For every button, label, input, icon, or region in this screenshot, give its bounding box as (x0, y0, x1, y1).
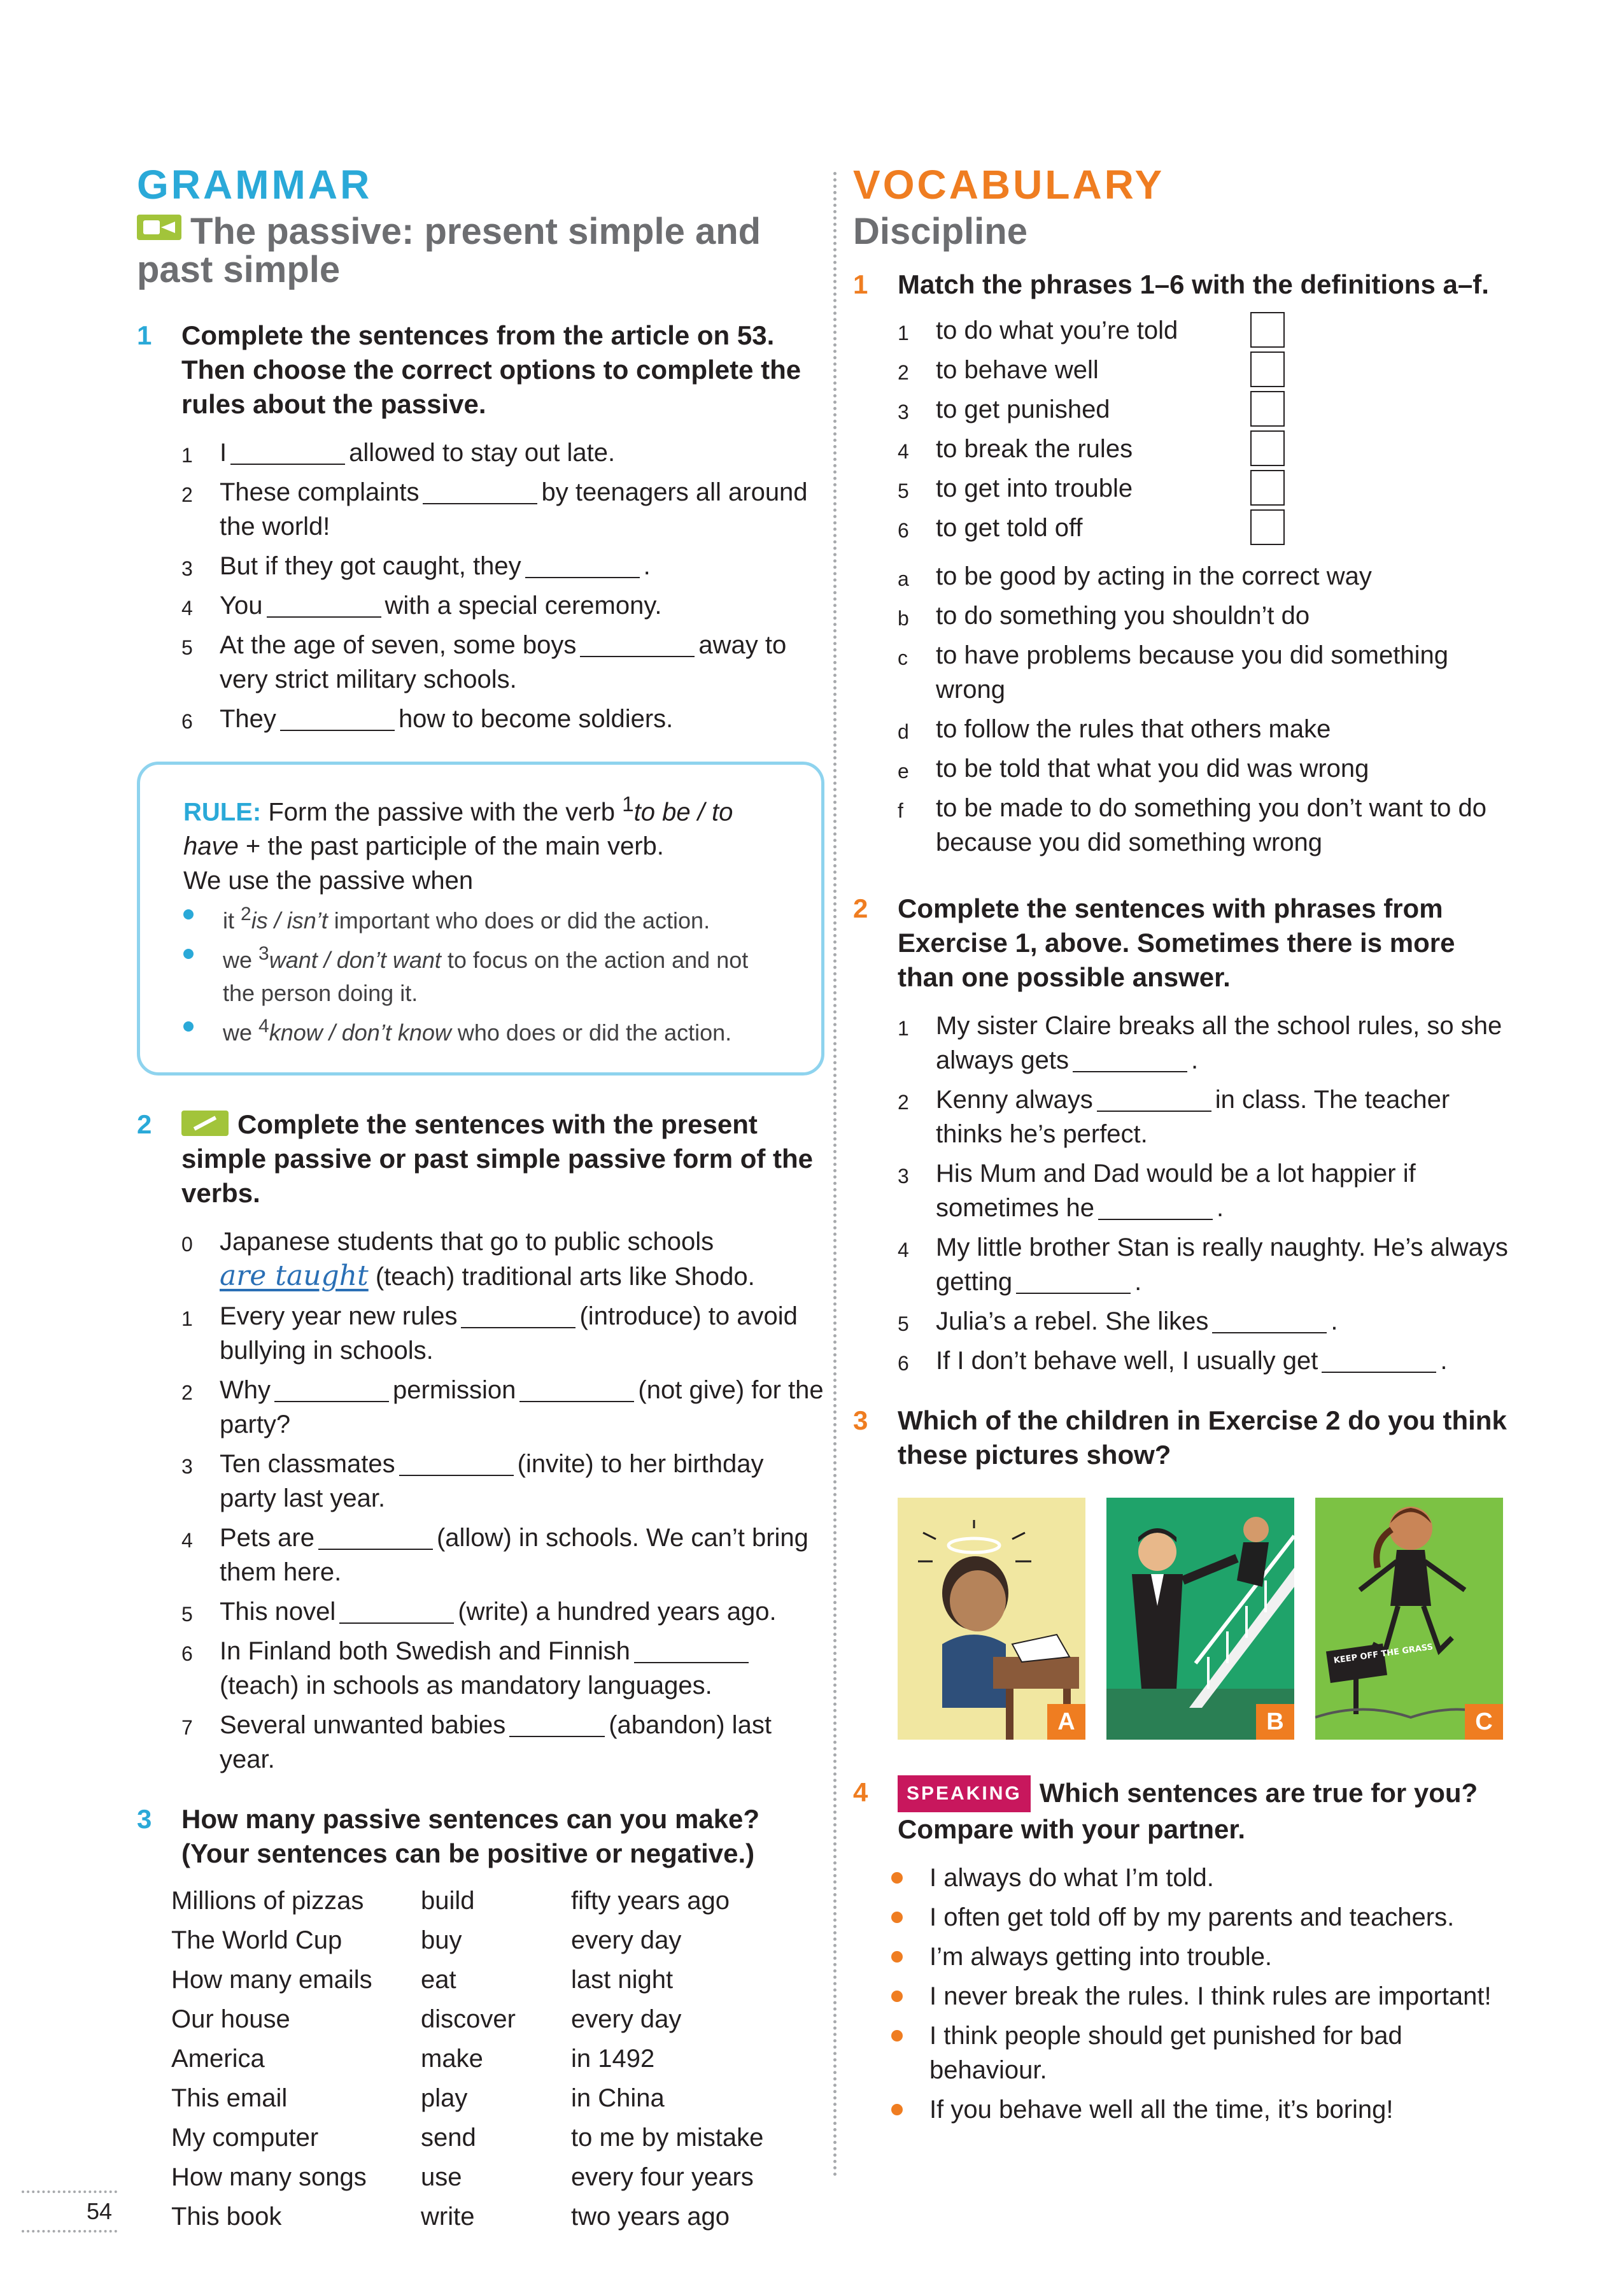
word-cell: two years ago (571, 2203, 730, 2231)
vocab-exercise-1 (853, 267, 1515, 860)
word-cell: in China (571, 2084, 665, 2113)
list-item: 1 My sister Claire breaks all the school rules, so she always gets . (898, 1012, 1502, 1074)
answer-blank[interactable] (318, 1524, 433, 1550)
column-divider (833, 172, 837, 2178)
definition-list (898, 559, 1515, 860)
answer-blank[interactable] (580, 632, 695, 657)
answer-blank[interactable] (280, 706, 395, 731)
list-item: 6 In Finland both Swedish and Finnish(teach) in schools as mandatory languages. (181, 1634, 824, 1703)
video-camera-icon (137, 215, 181, 240)
picture-a[interactable] (898, 1498, 1085, 1740)
list-item: 1 Every year new rules (introduce) to avoid bullying in schools. (181, 1302, 798, 1365)
vocabulary-column (853, 164, 1515, 2132)
exercise-number: 3 (853, 1405, 868, 1435)
word-cell: Our house (171, 2005, 290, 2034)
exercise-instruction: SPEAKING Which sentences are true for you? Compare with your partner. (898, 1775, 1515, 1847)
word-cell: make (421, 2045, 483, 2073)
pencil-icon (181, 1111, 229, 1136)
definition-item: f to be made to do something you don’t want to do because you did something wrong (898, 794, 1487, 856)
definition-item: e to be told that what you did was wrong (898, 755, 1369, 783)
exercise-items (181, 436, 824, 736)
list-item: 2 These complaints by teenagers all around the world! (181, 478, 808, 541)
list-item: I always do what I’m told. (891, 1861, 1515, 1895)
answer-blank[interactable] (1073, 1047, 1187, 1072)
word-cell: How many emails (171, 1966, 372, 1994)
list-item: I never break the rules. I think rules are important! (891, 1979, 1515, 2013)
word-cell: in 1492 (571, 2045, 655, 2073)
answer-box[interactable] (1250, 430, 1285, 466)
exercise-number: 2 (853, 893, 868, 923)
list-item: 4 You with a special ceremony. (181, 592, 662, 620)
word-table-row (171, 2157, 763, 2197)
phrase-item: 5 to get into trouble (898, 469, 1515, 508)
rule-bullet: we $^4$know / don’t know who does or did the action. (183, 1010, 783, 1049)
vocabulary-heading: VOCABULARY (853, 162, 1165, 208)
answer-blank[interactable] (1097, 1086, 1211, 1112)
list-item: I’m always getting into trouble. (891, 1940, 1515, 1974)
list-item: I think people should get punished for bad behaviour. (891, 2019, 1515, 2087)
list-item-example: 0 Japanese students that go to public schools are taught (teach) traditional arts like Shodo. (181, 1228, 755, 1293)
list-item: I often get told off by my parents and teachers. (891, 1900, 1515, 1935)
phrase-item: 2 to behave well (898, 350, 1515, 390)
word-cell: discover (421, 2005, 516, 2034)
answer-blank[interactable] (1322, 1347, 1436, 1373)
list-item: 6 If I don’t behave well, I usually get . (898, 1347, 1448, 1375)
rule-option[interactable]: know / don’t know (269, 1019, 451, 1046)
word-table-row (171, 2078, 763, 2118)
word-cell: send (421, 2124, 476, 2152)
word-table (171, 1881, 763, 2236)
vocabulary-subheading: Discipline (853, 211, 1027, 252)
word-cell: every day (571, 2005, 682, 2034)
list-item: 5 Julia’s a rebel. She likes . (898, 1307, 1338, 1335)
answer-blank[interactable] (267, 592, 381, 618)
word-cell: My computer (171, 2124, 319, 2152)
phrase-list (898, 311, 1515, 548)
answer-blank[interactable] (339, 1598, 454, 1624)
answer-blank[interactable] (274, 1377, 389, 1402)
picture-label-a: A (1047, 1704, 1085, 1740)
grammar-heading: GRAMMAR (137, 162, 372, 208)
speaking-list (891, 1861, 1515, 2127)
word-cell: Millions of pizzas (171, 1887, 364, 1915)
list-item: 1 I allowed to stay out late. (181, 439, 616, 467)
picture-label-c: C (1465, 1704, 1503, 1740)
list-item: 4 Pets are (allow) in schools. We can’t bring them here. (181, 1524, 808, 1587)
answer-blank[interactable] (519, 1377, 634, 1402)
word-cell: every four years (571, 2163, 754, 2192)
answer-box[interactable] (1250, 470, 1285, 506)
word-cell: eat (421, 1966, 456, 1994)
list-item: 7 Several unwanted babies (abandon) last year. (181, 1711, 772, 1774)
word-table-row (171, 1881, 763, 1920)
answer-blank[interactable] (525, 553, 640, 578)
exercise-items (181, 1225, 824, 1777)
definition-item: b to do something you shouldn’t do (898, 602, 1310, 630)
boy-studying-illustration (898, 1498, 1085, 1740)
answer-blank[interactable] (1212, 1308, 1327, 1333)
exercise-instruction: Complete the sentences with the present simple passive or past simple passive form of the verbs. (181, 1109, 814, 1209)
vocab-exercise-4 (853, 1775, 1515, 2127)
exercise-instruction: Complete the sentences from the article on 53. Then choose the correct options to complete the rules about the passive. (181, 320, 801, 419)
sign-text: KEEP OFF THE GRASS (1333, 1642, 1434, 1666)
word-cell: The World Cup (171, 1926, 342, 1955)
list-item: 2 Why permission (not give) for the party? (181, 1376, 824, 1439)
word-cell: every day (571, 1926, 682, 1955)
word-cell: This email (171, 2084, 288, 2113)
list-item: 5 This novel (write) a hundred years ago. (181, 1598, 777, 1626)
list-item: 3 Ten classmates (invite) to her birthday party last year. (181, 1450, 764, 1513)
exercise-instruction: Which of the children in Exercise 2 do you think these pictures show? (898, 1405, 1507, 1470)
vocab-exercise-3 (853, 1403, 1515, 1472)
exercise-number: 3 (137, 1804, 152, 1835)
list-item: 4 My little brother Stan is really naughty. He’s always getting . (898, 1233, 1508, 1296)
word-cell: How many songs (171, 2163, 367, 2192)
grammar-column (137, 164, 824, 2236)
phrase-item: 6 to get told off (898, 508, 1515, 548)
example-answer: are taught (220, 1260, 369, 1293)
exercise-number: 1 (137, 320, 152, 350)
list-item: 3 But if they got caught, they . (181, 552, 651, 580)
answer-box[interactable] (1250, 312, 1285, 348)
definition-item: d to follow the rules that others make (898, 715, 1331, 743)
answer-box[interactable] (1250, 351, 1285, 387)
list-item: 5 At the age of seven, some boys away to very strict military schools. (181, 631, 787, 693)
word-cell: This book (171, 2203, 282, 2231)
girl-on-grass-illustration (1315, 1498, 1503, 1740)
word-table-row (171, 2197, 763, 2236)
exercise-items (898, 1009, 1515, 1378)
picture-label-b: B (1256, 1704, 1294, 1740)
answer-blank[interactable] (1098, 1195, 1213, 1220)
answer-blank[interactable] (1016, 1268, 1131, 1294)
word-table-row (171, 2039, 763, 2078)
answer-blank[interactable] (230, 439, 345, 465)
exercise-number: 4 (853, 1777, 868, 1807)
rule-option[interactable]: is / isn’t (251, 907, 328, 934)
answer-box[interactable] (1250, 509, 1285, 545)
word-cell: build (421, 1887, 475, 1915)
speaking-badge: SPEAKING (898, 1775, 1031, 1812)
list-item: 6 They how to become soldiers. (181, 705, 674, 733)
rule-bullet: it $^2$is / isn’t important who does or did the action. (183, 898, 783, 937)
list-item: 2 Kenny always in class. The teacher thinks he’s perfect. (898, 1086, 1450, 1148)
answer-blank[interactable] (423, 479, 537, 504)
word-cell: play (421, 2084, 468, 2113)
word-table-row (171, 1920, 763, 1960)
answer-blank[interactable] (399, 1451, 514, 1476)
rule-bullet: we $^3$want / don’t want to focus on the action and not the person doing it. (183, 937, 783, 1010)
word-cell: to me by mistake (571, 2124, 764, 2152)
rule-box (137, 762, 824, 1076)
phrase-item: 4 to break the rules (898, 429, 1515, 469)
phrase-item: 3 to get punished (898, 390, 1515, 429)
phrase-item: 1 to do what you’re told (898, 311, 1515, 350)
word-cell: America (171, 2045, 265, 2073)
word-cell: write (421, 2203, 475, 2231)
grammar-exercise-1 (137, 318, 824, 736)
word-cell: fifty years ago (571, 1887, 730, 1915)
word-table-row (171, 1999, 763, 2039)
rule-option[interactable]: to be / to have (183, 798, 733, 861)
answer-blank[interactable] (634, 1638, 749, 1663)
exercise-number: 1 (853, 269, 868, 299)
definition-item: a to be good by acting in the correct way (898, 562, 1372, 590)
word-table-row (171, 2118, 763, 2157)
rule-option[interactable]: want / don’t want (269, 947, 441, 974)
exercise-instruction: Match the phrases 1–6 with the definitions a–f. (898, 269, 1489, 299)
grammar-exercise-3 (137, 1802, 824, 2236)
page-number: 54 (22, 2190, 117, 2233)
grammar-exercise-2 (137, 1107, 824, 1777)
definition-item: c to have problems because you did something wrong (898, 641, 1448, 704)
pictures-row (853, 1498, 1515, 1740)
exercise-instruction: Complete the sentences with phrases from Exercise 1, above. Sometimes there is more than one possible answer. (898, 893, 1455, 992)
picture-b[interactable] (1106, 1498, 1294, 1740)
answer-box[interactable] (1250, 391, 1285, 427)
boy-on-banister-illustration (1106, 1498, 1294, 1740)
answer-blank[interactable] (509, 1712, 605, 1737)
rule-intro: We use the passive when (183, 867, 474, 895)
word-cell: last night (571, 1966, 674, 1994)
list-item: If you behave well all the time, it’s boring! (891, 2092, 1515, 2127)
picture-c[interactable] (1315, 1498, 1503, 1740)
exercise-number: 2 (137, 1109, 152, 1140)
rule-text: RULE: Form the passive with the verb $^1$to be / to have + the past participle of the main verb. (183, 793, 733, 861)
word-cell: buy (421, 1926, 462, 1955)
list-item: 3 His Mum and Dad would be a lot happier if sometimes he . (898, 1160, 1416, 1222)
word-cell: use (421, 2163, 462, 2192)
vocab-exercise-2 (853, 891, 1515, 1378)
answer-blank[interactable] (461, 1303, 575, 1328)
word-table-row (171, 1960, 763, 1999)
exercise-instruction: How many passive sentences can you make? (Your sentences can be positive or negative.) (181, 1804, 760, 1869)
grammar-subheading: The passive: present simple and past simple (137, 211, 761, 290)
